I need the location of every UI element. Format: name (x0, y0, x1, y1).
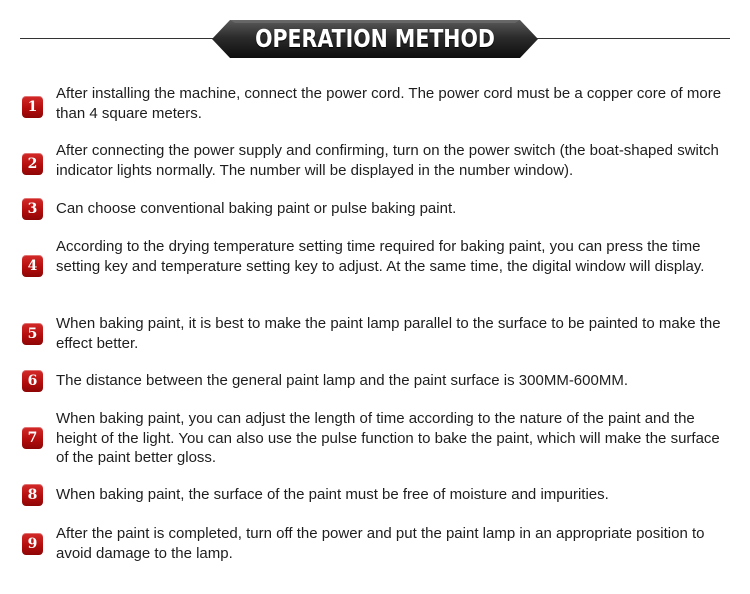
step-number-badge: 6 (22, 370, 43, 392)
step-text: Can choose conventional baking paint or pulse baking paint. (56, 200, 457, 217)
step-text: After connecting the power supply and confirming, turn on the power switch (the boat-shaped switch indicator lights normally. The number will be displayed in the number window). (56, 142, 719, 179)
step-text: After installing the machine, connect the power cord. The power cord must be a copper core of more than 4 square meters. (56, 85, 722, 122)
step-text: According to the drying temperature setting time required for baking paint, you can press the time setting key and temperature setting key to adjust. At the same time, the digital window will display. (56, 238, 705, 275)
step-number-badge: 5 (22, 323, 43, 345)
step-text: After the paint is completed, turn off the power and put the paint lamp in an appropriate position to avoid damage to the lamp. (56, 525, 705, 562)
step-number-badge: 4 (22, 255, 43, 277)
step-number-badge: 2 (22, 153, 43, 175)
step-number-badge: 7 (22, 427, 43, 449)
step-text: When baking paint, the surface of the paint must be free of moisture and impurities. (56, 486, 609, 503)
step-number-badge: 1 (22, 96, 43, 118)
step-text: When baking paint, it is best to make the paint lamp parallel to the surface to be painted to make the effect better. (56, 315, 721, 352)
step-text: The distance between the general paint lamp and the paint surface is 300MM-600MM. (56, 372, 628, 389)
step-number-badge: 9 (22, 533, 43, 555)
page-title: OPERATION METHOD (255, 24, 495, 53)
step-number-badge: 3 (22, 198, 43, 220)
step-text: When baking paint, you can adjust the length of time according to the nature of the paint and the height of the light. You can also use the pulse function to bake the paint, which will make the surface of the paint better gloss. (56, 410, 720, 466)
step-number-badge: 8 (22, 484, 43, 506)
